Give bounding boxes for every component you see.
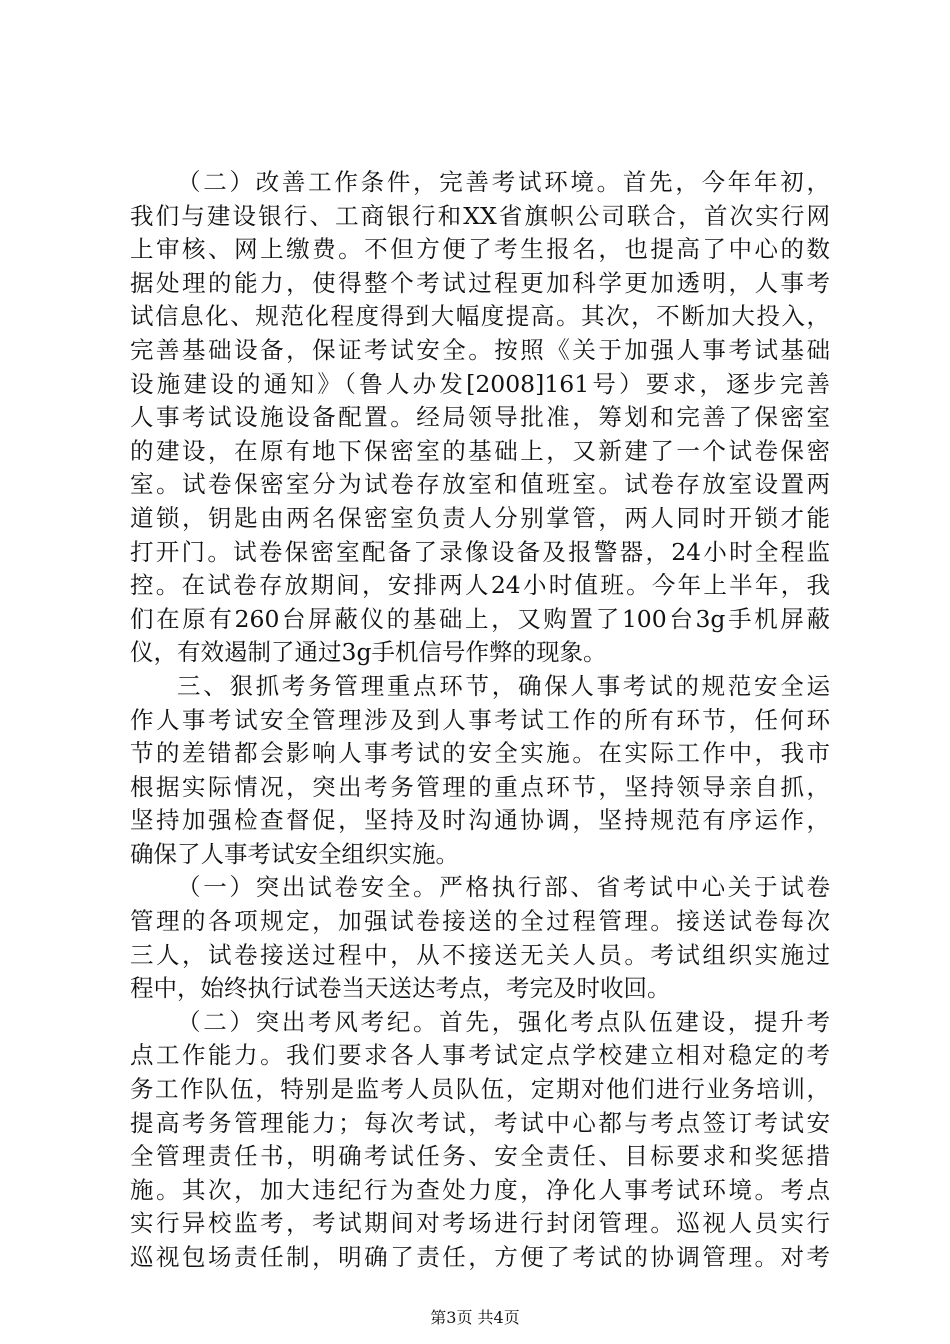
text-line: 全管理责任书，明确考试任务、安全责任、目标要求和奖惩措	[130, 1142, 830, 1171]
text-line: 人事考试设施设备配置。经局领导批准，筹划和完善了保密室	[130, 403, 830, 432]
text-line: 控。在试卷存放期间，安排两人24小时值班。今年上半年，我	[130, 571, 830, 600]
text-line: 试信息化、规范化程度得到大幅度提高。其次，不断加大投入，	[130, 302, 830, 331]
text-line: （一）突出试卷安全。严格执行部、省考试中心关于试卷	[177, 873, 830, 902]
text-line: 巡视包场责任制，明确了责任，方便了考试的协调管理。对考	[130, 1243, 830, 1271]
text-line: 根据实际情况，突出考务管理的重点环节，坚持领导亲自抓，	[130, 772, 830, 801]
text-line: 道锁，钥匙由两名保密室负责人分别掌管，两人同时开锁才能	[130, 503, 830, 532]
text-line: 室。试卷保密室分为试卷存放室和值班室。试卷存放室设置两	[130, 470, 830, 499]
text-line: 上审核、网上缴费。不但方便了考生报名，也提高了中心的数	[130, 235, 830, 264]
text-line: 确保了人事考试安全组织实施。	[130, 839, 459, 868]
text-line: 三、狠抓考务管理重点环节，确保人事考试的规范安全运	[177, 671, 830, 700]
text-line: 我们与建设银行、工商银行和XX省旗帜公司联合，首次实行网	[130, 201, 830, 230]
text-line: 的建设，在原有地下保密室的基础上，又新建了一个试卷保密	[130, 436, 830, 465]
text-line: 完善基础设备，保证考试安全。按照《关于加强人事考试基础	[130, 335, 830, 364]
text-line: 们在原有260台屏蔽仪的基础上，又购置了100台3g手机屏蔽	[130, 604, 830, 633]
text-line: 作人事考试安全管理涉及到人事考试工作的所有环节，任何环	[130, 705, 830, 734]
text-line: 节的差错都会影响人事考试的安全实施。在实际工作中，我市	[130, 739, 830, 768]
text-line: 管理的各项规定，加强试卷接送的全过程管理。接送试卷每次	[130, 907, 830, 936]
text-line: 点工作能力。我们要求各人事考试定点学校建立相对稳定的考	[130, 1041, 830, 1070]
text-line: （二）突出考风考纪。首先，强化考点队伍建设，提升考	[177, 1007, 830, 1036]
page-number-footer: 第3页 共4页	[430, 1308, 520, 1327]
text-line: 施。其次，加大违纪行为查处力度，净化人事考试环境。考点	[130, 1175, 830, 1204]
text-line: 打开门。试卷保密室配备了录像设备及报警器，24小时全程监	[130, 537, 830, 566]
text-line: 程中，始终执行试卷当天送达考点，考完及时收回。	[130, 974, 671, 1003]
text-line: 设施建设的通知》（鲁人办发[2008]161号）要求，逐步完善	[130, 369, 830, 398]
text-line: 仪，有效遏制了通过3g手机信号作弊的现象。	[130, 638, 607, 667]
text-line: 据处理的能力，使得整个考试过程更加科学更加透明，人事考	[130, 268, 830, 297]
text-line: 坚持加强检查督促，坚持及时沟通协调，坚持规范有序运作，	[130, 806, 830, 835]
text-line: 三人，试卷接送过程中，从不接送无关人员。考试组织实施过	[130, 940, 830, 969]
text-line: （二）改善工作条件，完善考试环境。首先，今年年初，	[177, 168, 830, 196]
text-line: 实行异校监考，考试期间对考场进行封闭管理。巡视人员实行	[130, 1209, 830, 1238]
text-line: 务工作队伍，特别是监考人员队伍，定期对他们进行业务培训，	[130, 1075, 830, 1104]
text-line: 提高考务管理能力；每次考试，考试中心都与考点签订考试安	[130, 1108, 830, 1137]
document-body	[130, 166, 830, 1275]
